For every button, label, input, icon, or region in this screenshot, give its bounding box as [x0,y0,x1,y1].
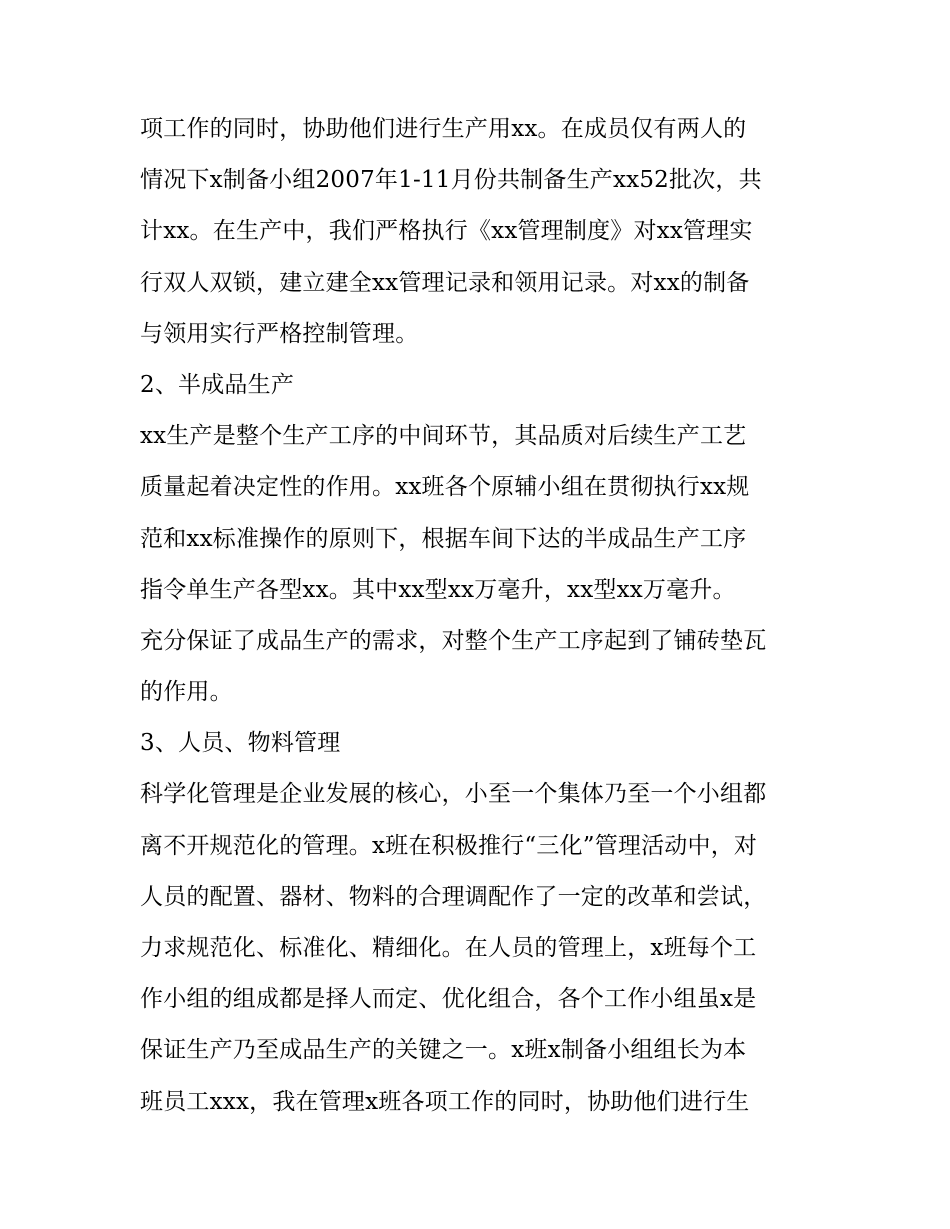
body-text-line: 质量起着决定性的作用。xx班各个原辅小组在贯彻执行xx规 [140,474,750,501]
body-text-line: 科学化管理是企业发展的核心，小至一个集体乃至一个小组都 [140,781,767,808]
body-text-line: 充分保证了成品生产的需求，对整个生产工序起到了铺砖垫瓦 [140,627,767,654]
body-text-line: 指令单生产各型xx。其中xx型xx万毫升，xx型xx万毫升。 [140,576,736,603]
body-text-line: 作小组的组成都是择人而定、优化组合，各个工作小组虽x是 [140,986,757,1013]
body-text-line: 离不开规范化的管理。x班在积极推行“三化”管理活动中，对 [140,832,758,859]
body-text-line: 保证生产乃至成品生产的关键之一。x班x制备小组组长为本 [140,1037,747,1064]
body-text-line: 计xx。在生产中，我们严格执行《xx管理制度》对xx管理实 [140,218,753,245]
body-text-line: xx生产是整个生产工序的中间环节，其品质对后续生产工艺 [140,423,747,450]
body-text-line: 情况下x制备小组2007年1-11月份共制备生产xx52批次，共 [140,167,762,194]
body-text-line: 项工作的同时，协助他们进行生产用xx。在成员仅有两人的 [140,116,747,142]
document-body [140,104,820,1128]
section-heading: 3、人员、物料管理 [140,730,341,757]
section-heading: 2、半成品生产 [140,371,295,398]
body-text-line: 的作用。 [140,679,233,706]
body-text-line: 与领用实行严格控制管理。 [140,320,419,347]
body-text-line: 行双人双锁，建立建全xx管理记录和领用记录。对xx的制备 [140,269,750,296]
body-text-line: 力求规范化、标准化、精细化。在人员的管理上，x班每个工 [140,935,757,961]
body-text-line: 人员的配置、器材、物料的合理调配作了一定的改革和尝试， [140,883,767,910]
body-text-line: 范和xx标准操作的原则下，根据车间下达的半成品生产工序 [140,525,747,552]
body-text-line: 班员工xxx，我在管理x班各项工作的同时，协助他们进行生 [140,1088,750,1115]
